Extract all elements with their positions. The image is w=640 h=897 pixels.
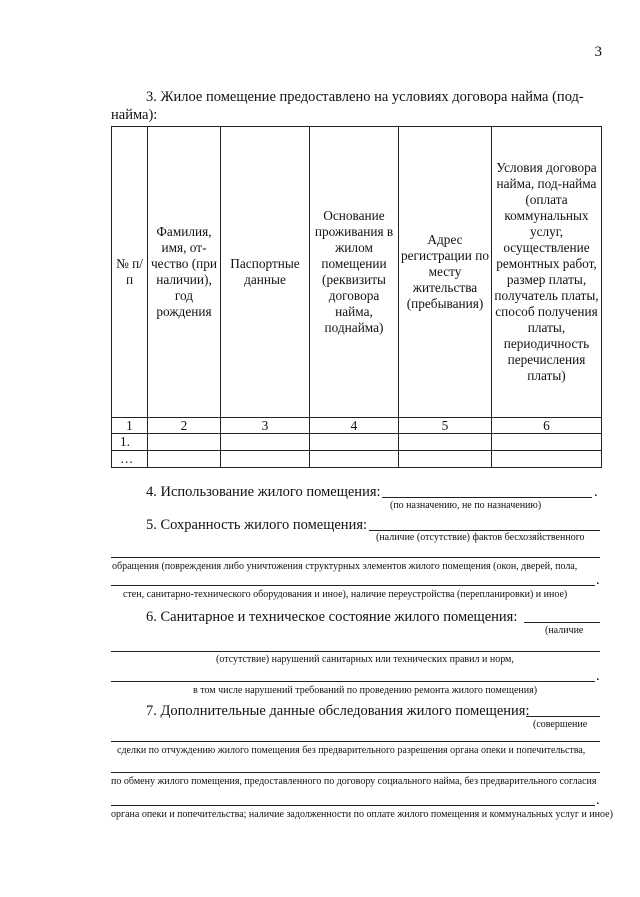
section-6-fill-line-2[interactable] [111,651,600,652]
row-number: … [112,451,148,468]
column-number: 3 [221,418,310,434]
section-7-label: 7. Дополнительные данные обследования жилого помещения: [146,703,530,719]
column-number: 4 [310,418,399,434]
section-4-label: 4. Использование жилого помещения: [146,484,381,500]
column-number: 6 [492,418,602,434]
section-5-fill-line-3[interactable] [111,585,595,586]
section-3-text-line1: 3. Жилое помещение предоставлено на условиях договора найма (под- [146,89,584,105]
section-5-caption-2: обращения (повреждения либо уничтожения структурных элементов жилого помещения (окон, дверей, пола, [112,561,578,572]
column-header-conditions: Условия договора найма, под-найма (оплата коммунальных услуг, осуществление ремонтных работ, размер платы, получатель платы, способ получения платы, периодичность перечисления платы) [492,127,602,418]
table-cell[interactable] [399,451,492,468]
column-header-number: № п/п [112,127,148,418]
column-number: 1 [112,418,148,434]
section-7-caption-3: по обмену жилого помещения, предоставленного по договору социального найма, без предварительного согласия [111,776,597,787]
section-7-end: . [596,792,600,808]
section-7-caption-2: сделки по отчуждению жилого помещения без предварительного разрешения органа опеки и попечительства, [117,745,586,756]
section-6-end: . [596,668,600,684]
table-cell[interactable] [148,451,221,468]
section-7-caption-4: органа опеки и попечительства; наличие задолженности по оплате жилого помещения и коммунальных услуг и иное) [111,809,613,820]
section-4-caption: (по назначению, не по назначению) [390,500,542,511]
table-cell[interactable] [399,434,492,451]
section-5-fill-line-2[interactable] [111,557,600,558]
table-cell[interactable] [310,434,399,451]
section-5-caption-1: (наличие (отсутствие) фактов бесхозяйственного [376,532,585,543]
section-7-fill-line-3[interactable] [111,772,600,773]
section-6-caption-3: в том числе нарушений требований по проведению ремонта жилого помещения) [193,685,538,696]
column-number-row [112,418,602,434]
section-6-fill-line-1[interactable] [524,622,600,623]
section-4-fill-line[interactable] [382,497,592,498]
column-number: 2 [148,418,221,434]
column-number: 5 [399,418,492,434]
section-7-fill-line-4[interactable] [111,805,595,806]
table-cell[interactable] [221,451,310,468]
table-row [112,451,602,468]
section-5-caption-3: стен, санитарно-технического оборудования и иное), наличие переустройства (перепланировки) и иное) [123,589,568,600]
column-header-address: Адрес регистрации по месту жительства (пребывания) [399,127,492,418]
table-cell[interactable] [492,451,602,468]
section-4-end: . [594,484,598,500]
column-header-passport: Паспортные данные [221,127,310,418]
table-row [112,434,602,451]
table-cell[interactable] [310,451,399,468]
section-5-label: 5. Сохранность жилого помещения: [146,517,368,533]
table-cell[interactable] [221,434,310,451]
lease-table [111,126,602,468]
column-header-full-name: Фамилия, имя, от-чество (при наличии), год рождения [148,127,221,418]
section-7-fill-line-2[interactable] [111,741,600,742]
section-7-caption-1: (совершение [533,719,588,730]
row-number: 1. [112,434,148,451]
page-number: 3 [594,44,602,60]
table-cell[interactable] [492,434,602,451]
section-6-label: 6. Санитарное и техническое состояние жилого помещения: [146,609,518,625]
section-6-fill-line-3[interactable] [111,681,595,682]
section-5-fill-line-1[interactable] [369,530,600,531]
section-3-text-line2: найма): [111,107,158,123]
section-6-caption-1: (наличие [545,625,584,636]
section-6-caption-2: (отсутствие) нарушений санитарных или технических правил и норм, [216,654,514,665]
section-7-fill-line-1[interactable] [526,716,600,717]
table-cell[interactable] [148,434,221,451]
column-header-basis: Основание проживания в жилом помещении (реквизиты договора найма, поднайма) [310,127,399,418]
table-header-row [112,127,602,418]
section-5-end: . [596,572,600,588]
